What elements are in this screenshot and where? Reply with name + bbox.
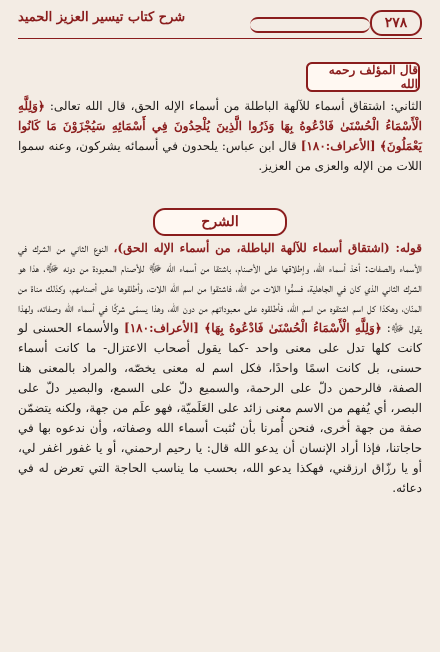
header-rule [18,38,422,39]
running-title: شرح كتاب تيسير العزيز الحميد [18,10,186,25]
sharh-verse: ﴿وَلِلَّهِ الْأَسْمَاءُ الْحُسْنَىٰ فَادْعُوهُ بِهَا﴾ [الأعراف:١٨٠] [124,321,382,335]
sharh-section [18,238,422,498]
sharh-lead: قوله: (اشتقاق أسماء للآلهة الباطلة، من أسماء الإله الحق)، [113,241,422,255]
page-header [18,8,422,36]
author-quote-label: قال المؤلف رحمه الله [306,62,420,92]
header-ornament [250,17,370,33]
matn-paragraph-1: الثاني: اشتقاق أسماء للآلهة الباطلة من أسماء الإله الحق، قال الله تعالى: [49,99,422,113]
matn-verse: ﴿وَلِلَّهِ الْأَسْمَاءُ الْحُسْنَىٰ فَادْعُوهُ بِهَا وَذَرُوا الَّذِينَ يُلْحِدُونَ فِي أَسْمَائِهِ سَيُجْزَوْنَ مَا كَانُوا يَعْمَلُونَ﴾ [الأعراف:١٨٠] [18,99,422,153]
page-number: ٢٧٨ [370,10,422,36]
sharh-title: الشرح [153,208,287,236]
sharh-paragraph-2: والأسماء الحسنى لو كانت كلها تدل على معنى واحد -كما يقول أصحاب الاعتزال- ما كانت أسماء حسنى، بل كانت اسمًا واحدًا، فكل اسم له معنى يخصّه، والمراد بالمعنى هنا الصفة، فالرحمن دلّ على الرحمة، والسميع دلّ على السمع، والبصير دلّ على البصر، أي يُفهم من الاسم معنى زائد على العَلَميّة، فهو علَم من جهة، ولكنه يتضمّن صفة من جهة أخرى، فنحن أُمرنا بأن نُثبت أسماء الله وصفاته، وأن ندعوه بها في حاجاتنا، فإذا أراد الإنسان أن يدعو الله قال: يا رحيم ارحمني، أو يا غفور اغفر لي، أو يا رزّاق ارزقني، فهكذا يدعو الله، بحسب ما يناسب الحاجة التي تعرض له في دعائه. [18,321,422,495]
matn-section [18,96,422,176]
matn-paragraph-2: قال ابن عباس: يلحدون في أسمائه يشركون، وعنه سموا اللات من الإله والعزى من العزيز. [18,139,422,173]
sharh-paragraph-1: النوع الثاني من الشرك في الأسماء والصفات: أخذ أسماء الله، وإطلاقها على الأصنام، باشتقا من أسماء الله ﷻ للأصنام المعبودة من دونه ﷻ، هذا هو الشرك الثاني الذي كان في الجاهلية، فسمُّوا اللات من الله، فاشتقوا من اسم الله اللات، وأطلقوها على أصنامهم، وكذلك مناة من المنّان، وهكذا كل اسم اشتقوه من اسم الله، فأطلقوه على معبوداتهم من دون الله، وهذا يسمّى شركًا في أسماء الله وصفاته، ولهذا يقول ﷻ: [18,241,423,335]
